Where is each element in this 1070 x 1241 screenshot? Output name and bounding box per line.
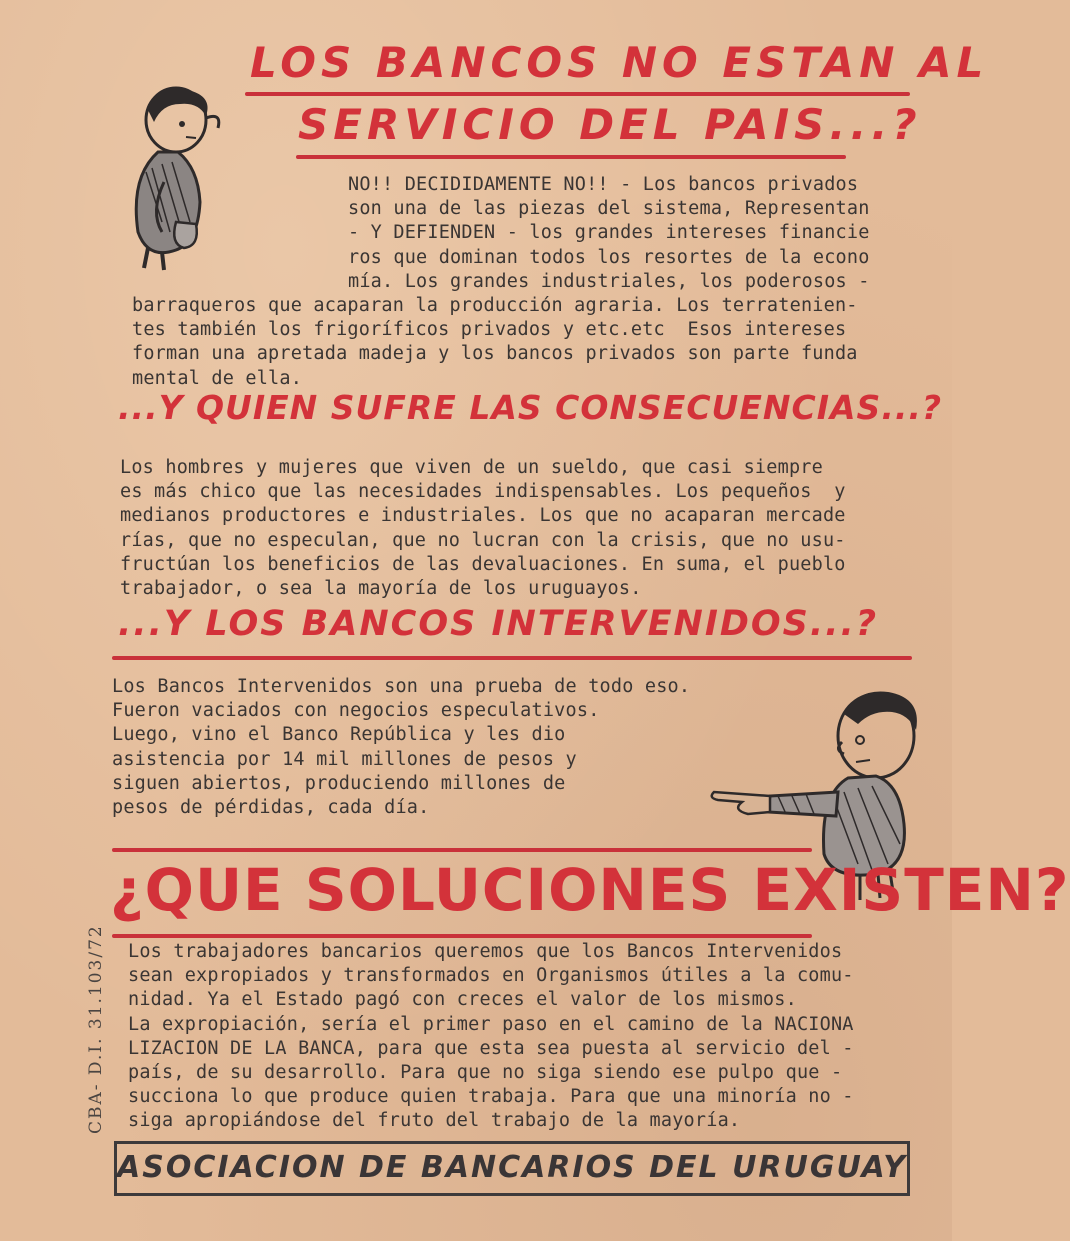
solutions-line: succiona lo que produce quien trabaja. Para que una minoría no - xyxy=(128,1086,854,1108)
intervened-line: siguen abiertos, produciendo millones de xyxy=(112,772,566,794)
intro-line: son una de las piezas del sistema, Representan xyxy=(348,198,870,220)
footer-box xyxy=(114,1141,910,1196)
title-line-1: LOS BANCOS NO ESTAN AL xyxy=(250,38,989,87)
solutions-line: siga apropiándose del fruto del trabajo de la mayoría. xyxy=(128,1110,741,1132)
consequences-line: fructúan los beneficios de las devaluaciones. En suma, el pueblo xyxy=(120,553,846,575)
consequences-line: rías, que no especulan, que no lucran con la crisis, que no usu- xyxy=(120,529,846,551)
intro-line: forman una apretada madeja y los bancos privados son parte funda xyxy=(132,343,858,365)
solutions-line: país, de su desarrollo. Para que no siga siendo ese pulpo que - xyxy=(128,1062,843,1084)
intro-line: barraqueros que acaparan la producción agraria. Los terratenien- xyxy=(132,295,858,316)
thinking-man-illustration xyxy=(118,82,243,272)
intro-line: mental de ella. xyxy=(132,367,303,389)
intervened-paragraph xyxy=(112,675,690,820)
consequences-heading: ...Y QUIEN SUFRE LAS CONSECUENCIAS...? xyxy=(118,388,943,427)
union-name: ASOCIACION DE BANCARIOS DEL URUGUAY xyxy=(117,1150,908,1185)
consequences-paragraph xyxy=(120,456,846,601)
solutions-line: La expropiación, sería el primer paso en el camino de la NACIONA xyxy=(128,1013,854,1035)
consequences-line: Los hombres y mujeres que viven de un sueldo, que casi siempre xyxy=(120,457,823,478)
solutions-heading: ¿QUE SOLUCIONES EXISTEN? xyxy=(110,856,1070,924)
intro-line: tes también los frigoríficos privados y etc.etc Esos intereses xyxy=(132,319,847,341)
solutions-rule-bottom xyxy=(112,934,812,938)
consequences-line: medianos productores e industriales. Los que no acaparan mercade xyxy=(120,505,846,527)
intervened-line: Fueron vaciados con negocios especulativos. xyxy=(112,700,600,722)
solutions-paragraph xyxy=(128,940,854,1134)
intro-paragraph-bottom xyxy=(132,294,858,391)
intervened-heading: ...Y LOS BANCOS INTERVENIDOS...? xyxy=(118,604,879,644)
intro-line: mía. Los grandes industriales, los poderosos - xyxy=(348,270,870,292)
solutions-line: nidad. Ya el Estado pagó con creces el valor de los mismos. xyxy=(128,989,797,1011)
intro-line: NO!! DECIDIDAMENTE NO!! - Los bancos privados xyxy=(348,174,859,195)
solutions-line: Los trabajadores bancarios queremos que los Bancos Intervenidos xyxy=(128,941,843,962)
solutions-line: LIZACION DE LA BANCA, para que esta sea puesta al servicio del - xyxy=(128,1037,854,1059)
intervened-line: Luego, vino el Banco República y les dio xyxy=(112,724,566,746)
title-rule-1 xyxy=(245,92,910,96)
print-registration-code: CBA- D.I. 31.103/72 xyxy=(86,924,106,1134)
intervened-line: pesos de pérdidas, cada día. xyxy=(112,797,430,819)
title-rule-2 xyxy=(296,155,846,159)
intro-line: ros que dominan todos los resortes de la econo xyxy=(348,246,870,268)
solutions-rule-top xyxy=(112,848,812,852)
intervened-line: Los Bancos Intervenidos son una prueba de todo eso. xyxy=(112,676,691,697)
solutions-line: sean expropiados y transformados en Organismos útiles a la comu- xyxy=(128,965,854,987)
consequences-line: trabajador, o sea la mayoría de los uruguayos. xyxy=(120,578,642,600)
intro-paragraph-top xyxy=(348,173,870,294)
consequences-line: es más chico que las necesidades indispensables. Los pequeños y xyxy=(120,481,846,503)
intervened-line: asistencia por 14 mil millones de pesos y xyxy=(112,748,577,770)
intervened-rule xyxy=(112,656,912,660)
title-line-2: SERVICIO DEL PAIS...? xyxy=(298,100,922,149)
intro-line: - Y DEFIENDEN - los grandes intereses financie xyxy=(348,222,870,244)
